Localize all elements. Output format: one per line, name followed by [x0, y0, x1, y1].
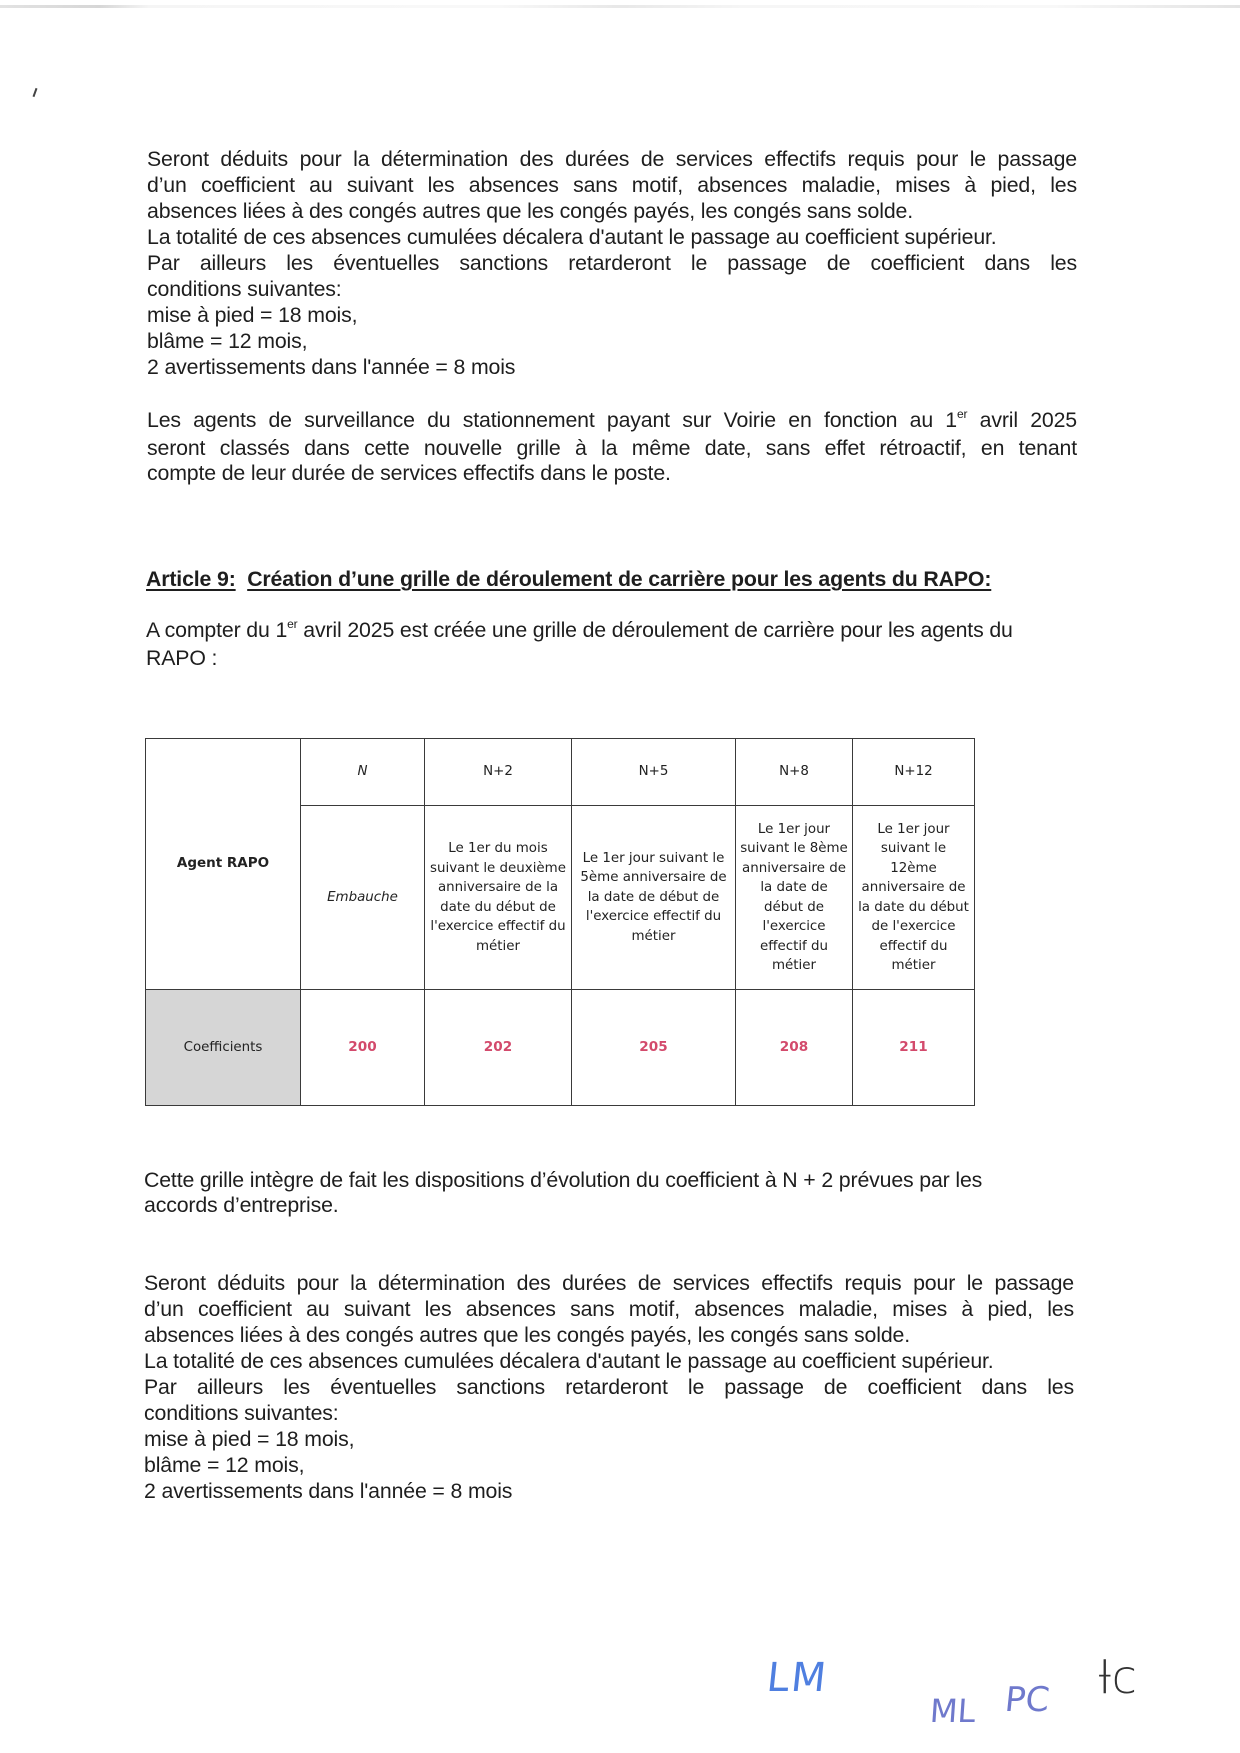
initials-signature: Ɨc [1098, 1650, 1137, 1704]
condition-cell: Embauche [301, 806, 425, 990]
article-9-heading [146, 566, 991, 592]
text-line: conditions suivantes: [144, 1401, 339, 1425]
text-line: A compter du 1er avril 2025 est créée une grille de déroulement de carrière pour les agents du [146, 617, 1013, 642]
text-line: La totalité de ces absences cumulées décalera d'autant le passage au coefficient supérieur. [144, 1349, 994, 1373]
initials-lm: LM [764, 1655, 831, 1701]
coefficient-value: 202 [425, 990, 572, 1106]
classification-paragraph [147, 408, 1077, 486]
text-line: Cette grille intègre de fait les dispositions d’évolution du coefficient à N + 2 prévues par les [144, 1168, 983, 1192]
scan-artifact-top [0, 5, 1240, 8]
initials-ml: ML [928, 1692, 977, 1730]
text-line: blâme = 12 mois, [147, 329, 308, 353]
scan-artifact-mark [33, 88, 38, 97]
text-line: Par ailleurs les éventuelles sanctions retarderont le passage de coefficient dans les [144, 1375, 1074, 1399]
text-line: 2 avertissements dans l'année = 8 mois [144, 1479, 513, 1503]
text-line: mise à pied = 18 mois, [147, 303, 358, 327]
text-line: Seront déduits pour la détermination des durées de services effectifs requis pour le passage [147, 147, 1077, 171]
text-line: conditions suivantes: [147, 277, 342, 301]
condition-cell: Le 1er jour suivant le 8ème anniversaire de la date de début de l'exercice effectif du métier [736, 806, 853, 990]
text-line: Par ailleurs les éventuelles sanctions retarderont le passage de coefficient dans les [147, 251, 1077, 275]
table-header-row [146, 739, 975, 806]
deductions-paragraph-top [147, 146, 1077, 380]
step-header: N+5 [572, 739, 736, 806]
article-9-intro [146, 618, 1096, 671]
text-line: d’un coefficient au suivant les absences sans motif, absences maladie, mises à pied, les [147, 173, 1077, 197]
text-line: La totalité de ces absences cumulées décalera d'autant le passage au coefficient supérieur. [147, 225, 997, 249]
text-line: accords d’entreprise. [144, 1193, 339, 1217]
step-header: N+2 [425, 739, 572, 806]
text-line: absences liées à des congés autres que les congés payés, les congés sans solde. [147, 199, 913, 223]
initials-pc: PC [1002, 1680, 1052, 1720]
coefficient-value: 205 [572, 990, 736, 1106]
text-line: blâme = 12 mois, [144, 1453, 305, 1477]
text-line: Seront déduits pour la détermination des durées de services effectifs requis pour le passage [144, 1271, 1074, 1295]
text-line: 2 avertissements dans l'année = 8 mois [147, 355, 516, 379]
condition-cell: Le 1er du mois suivant le deuxième anniversaire de la date du début de l'exercice effectif du métier [425, 806, 572, 990]
text-line: mise à pied = 18 mois, [144, 1427, 355, 1451]
career-grid-table [145, 738, 975, 1106]
condition-cell: Le 1er jour suivant le 12ème anniversaire de la date du début de l'exercice effectif du métier [853, 806, 975, 990]
article-title: Création d’une grille de déroulement de carrière pour les agents du RAPO: [247, 567, 992, 591]
text-line: absences liées à des congés autres que les congés payés, les congés sans solde. [144, 1323, 910, 1347]
text-line: d’un coefficient au suivant les absences sans motif, absences maladie, mises à pied, les [144, 1297, 1074, 1321]
step-header: N [301, 739, 425, 806]
condition-cell: Le 1er jour suivant le 5ème anniversaire de la date de début de l'exercice effectif du métier [572, 806, 736, 990]
row-label-agent-rapo: Agent RAPO [146, 739, 301, 990]
text-line: seront classés dans cette nouvelle grille à la même date, sans effet rétroactif, en tenant [147, 436, 1077, 460]
step-header: N+12 [853, 739, 975, 806]
text-line: Les agents de surveillance du stationnement payant sur Voirie en fonction au 1er avril 2025 [147, 407, 1077, 432]
table-coefficient-row [146, 990, 975, 1106]
step-header: N+8 [736, 739, 853, 806]
deductions-paragraph-bottom [144, 1270, 1074, 1504]
coefficient-value: 200 [301, 990, 425, 1106]
text-line: RAPO : [146, 646, 218, 670]
integration-paragraph [144, 1168, 1074, 1218]
coefficient-value: 208 [736, 990, 853, 1106]
article-number: Article 9: [146, 567, 236, 591]
coefficients-label: Coefficients [146, 990, 301, 1106]
text-line: compte de leur durée de services effectifs dans le poste. [147, 461, 671, 485]
coefficient-value: 211 [853, 990, 975, 1106]
